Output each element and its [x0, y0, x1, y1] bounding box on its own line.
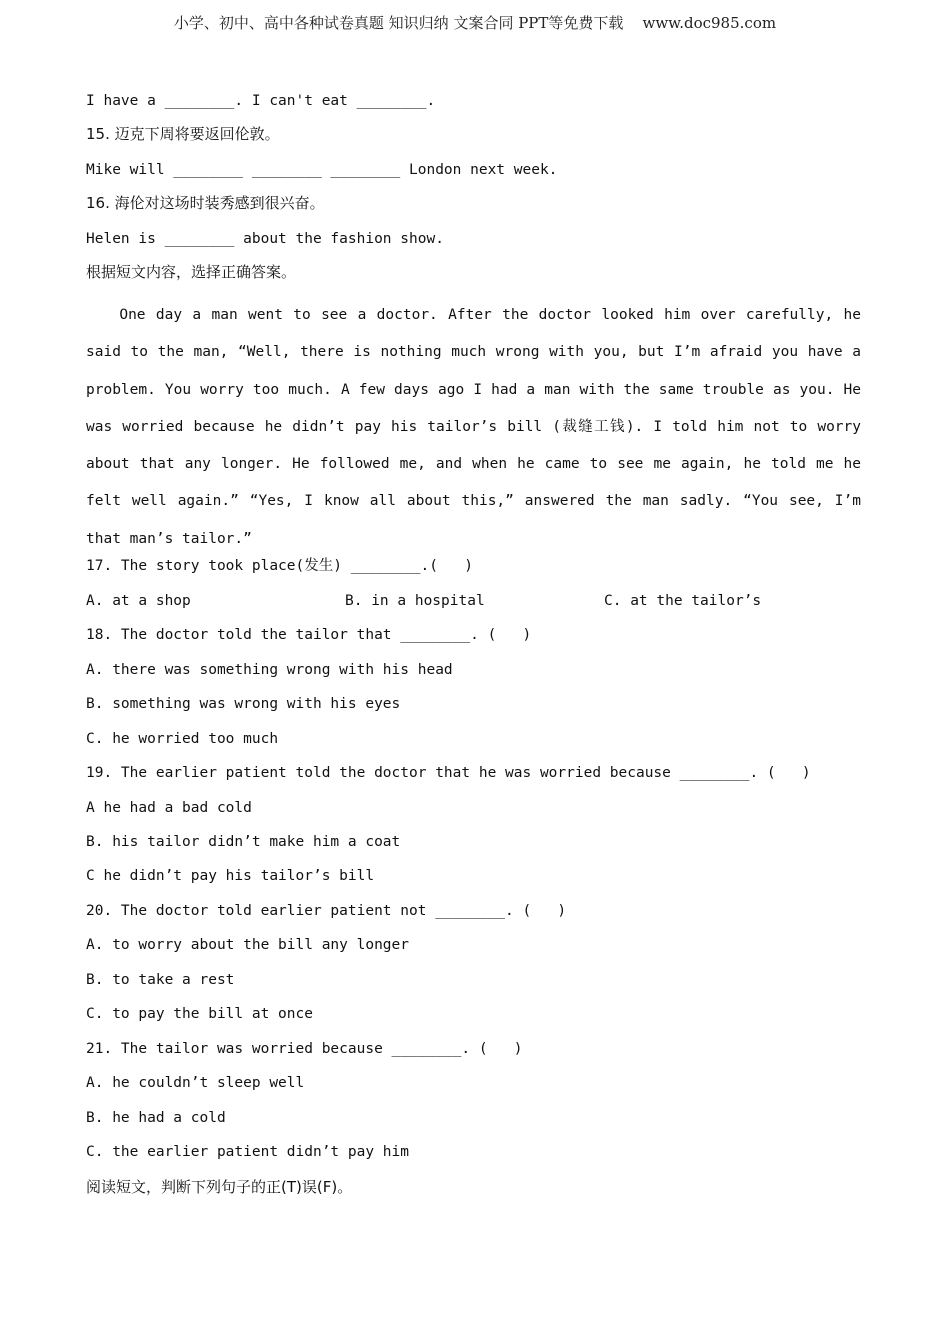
q21-stem: 21. The tailor was worried because ________. ( ): [86, 1041, 523, 1057]
q18-option-b: B. something was wrong with his eyes: [86, 696, 401, 712]
q15-chinese: 15. 迈克下周将要返回伦敦。: [86, 125, 280, 143]
q17-option-b: B. in a hospital: [345, 593, 485, 609]
q21-option-a: A. he couldn’t sleep well: [86, 1075, 305, 1091]
q19-option-a: A he had a bad cold: [86, 800, 252, 816]
section-title-reading: 根据短文内容，选择正确答案。: [86, 263, 297, 281]
section-title-true-false: 阅读短文，判断下列句子的正(T)误(F)。: [86, 1178, 353, 1196]
q20-option-a: A. to worry about the bill any longer: [86, 937, 410, 953]
q18-stem: 18. The doctor told the tailor that ________. ( ): [86, 627, 532, 643]
q19-stem: 19. The earlier patient told the doctor that he was worried because ________. ( ): [86, 765, 811, 781]
q17-option-c: C. at the tailor’s: [604, 593, 762, 609]
q16-english: Helen is ________ about the fashion show.: [86, 231, 444, 247]
q18-option-c: C. he worried too much: [86, 731, 279, 747]
q17-stem: 17. The story took place(发生) ________.( ): [86, 558, 473, 574]
reading-passage: [86, 297, 861, 558]
q16-chinese: 16. 海伦对这场时装秀感到很兴奋。: [86, 194, 325, 212]
q18-option-a: A. there was something wrong with his head: [86, 662, 453, 678]
q21-option-b: B. he had a cold: [86, 1110, 226, 1126]
q20-option-c: C. to pay the bill at once: [86, 1006, 313, 1022]
q19-option-c: C he didn’t pay his tailor’s bill: [86, 868, 375, 884]
q20-stem: 20. The doctor told earlier patient not ________. ( ): [86, 903, 567, 919]
q19-option-b: B. his tailor didn’t make him a coat: [86, 834, 401, 850]
q14-answer-line: I have a ________. I can't eat ________.: [86, 93, 436, 109]
q20-option-b: B. to take a rest: [86, 972, 235, 988]
q15-english: Mike will ________ ________ ________ London next week.: [86, 162, 558, 178]
passage-text: One day a man went to see a doctor. After the doctor looked him over carefully, he said to the man, “Well, there is nothing much wrong with you, but I’m afraid you have a problem. You worry too much. A few days ago I had a man with the same trouble as you. He was worried because he didn’t pay his tailor’s bill (裁缝工钱). I told him not to worry about that any longer. He followed me, and when he came to see me again, he told me he felt well again.” “Yes, I know all about this,” answered the man sadly. “You see, I’m that man’s tailor.”: [86, 307, 861, 547]
q21-option-c: C. the earlier patient didn’t pay him: [86, 1144, 410, 1160]
q17-option-a: A. at a shop: [86, 593, 191, 609]
page-header: 小学、初中、高中各种试卷真题 知识归纳 文案合同 PPT等免费下载 www.doc985.com: [173, 14, 777, 32]
